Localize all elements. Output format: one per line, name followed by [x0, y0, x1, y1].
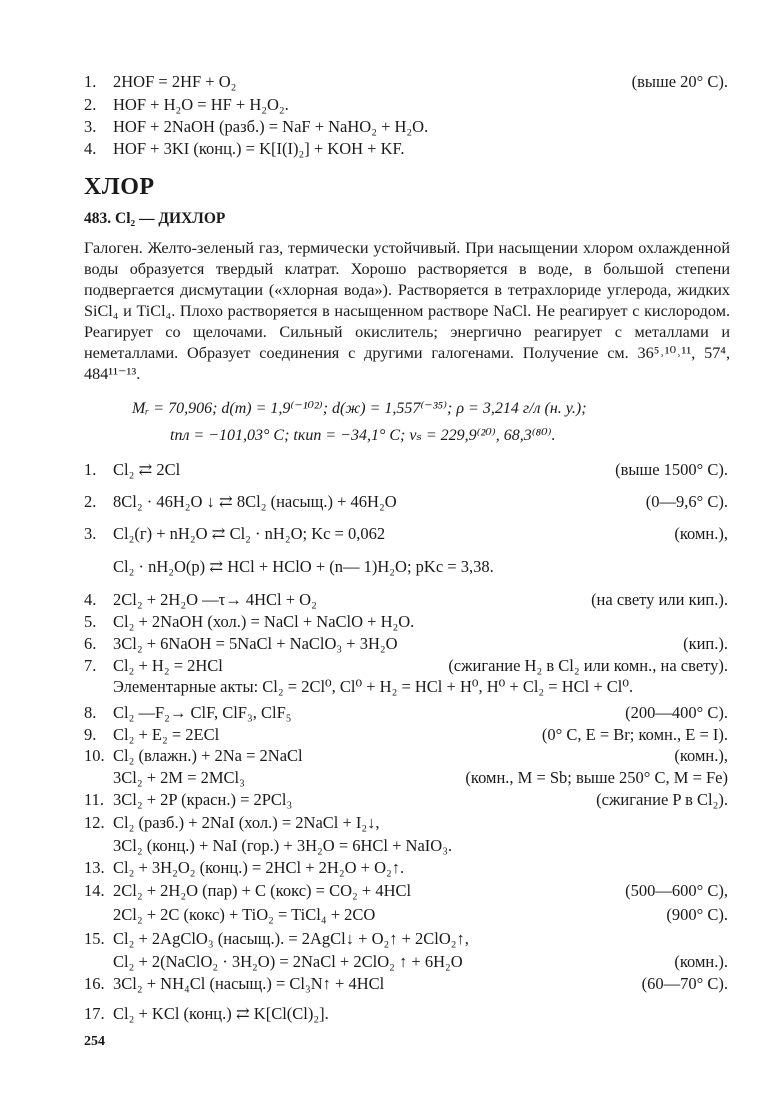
reaction-conditions: (900° С). — [666, 905, 728, 924]
reaction-conditions: (на свету или кип.). — [591, 590, 728, 609]
reaction-conditions: (200—400° С). — [625, 703, 728, 722]
reaction-number: 13. — [84, 858, 105, 877]
reaction-equation: Cl₂ + 2AgClO₃ (насыщ.). = 2AgCl↓ + O₂↑ + 2ClO₂↑, — [113, 929, 469, 948]
reaction-equation: Cl₂ (влажн.) + 2Na = 2NaCl — [113, 746, 303, 765]
reaction-conditions: (сжигание H₂ в Cl₂ или комн., на свету). — [448, 656, 728, 675]
reaction-number: 9. — [84, 725, 97, 744]
reaction-equation: Cl₂ (разб.) + 2NaI (хол.) = 2NaCl + I₂↓, — [113, 813, 380, 832]
page-number: 254 — [84, 1034, 105, 1049]
reaction-conditions: (60—70° С). — [641, 974, 728, 993]
reaction-number: 1. — [84, 460, 97, 479]
reaction-equation: Cl₂ · nH₂O(р) ⇄ HCl + HClO + (n— 1)H₂O; pKc = 3,38. — [113, 557, 494, 576]
description-paragraph: Галоген. Желто-зеленый газ, термически устойчивый. При насыщении хлором охлажденной воды образуется твердый клатрат. Хорошо растворяется в воде, в большой степени подвергается дисмутации («хлорная вода»). Растворяется в тетрахлориде углерода, жидких SiCl₄ и TiCl₄. Плохо растворяется в насыщенном растворе NaCl. Не реагирует с кислородом. Реагирует со щелочами. Сильный окислитель; энергично реагирует с металлами и неметаллами. Образует соединения с другими галогенами. Получение см. 36⁵˒¹⁰˒¹¹, 57⁴, 484¹¹⁻¹³. — [84, 239, 730, 383]
reaction-equation: 3Cl₂ + 6NaOH = 5NaCl + NaClO₃ + 3H₂O — [113, 634, 398, 653]
reaction-number: 12. — [84, 813, 105, 832]
reaction-conditions: (сжигание P в Cl₂). — [596, 790, 728, 809]
reaction-equation: 2Cl₂ + 2H₂O —τ→ 4HCl + O₂ — [113, 590, 317, 609]
reaction-equation: Cl₂ + H₂ = 2HCl — [113, 656, 223, 675]
reaction-conditions: (выше 1500° C). — [615, 460, 728, 479]
reaction-number: 3. — [84, 117, 97, 136]
reaction-conditions: (500—600° С), — [625, 881, 728, 900]
constants-line-1: Mᵣ = 70,906; d(т) = 1,9⁽⁻¹⁰²⁾; d(ж) = 1,557⁽⁻³⁵⁾; ρ = 3,214 г/л (н. у.); — [132, 400, 587, 417]
reaction-equation: Cl₂ + E₂ = 2ECl — [113, 725, 220, 744]
reaction-number: 10. — [84, 746, 105, 765]
reaction-equation: 8Cl₂ · 46H₂O ↓ ⇄ 8Cl₂ (насыщ.) + 46H₂O — [113, 492, 397, 511]
reaction-equation: Cl₂ + 2NaOH (хол.) = NaCl + NaClO + H₂O. — [113, 612, 415, 631]
reaction-equation: 3Cl₂ (конц.) + NaI (гор.) + 3H₂O = 6HCl + NaIO₃. — [113, 836, 453, 855]
reaction-conditions: (0—9,6° С). — [645, 492, 728, 511]
reaction-conditions: (0° С, E = Br; комн., E = I). — [541, 725, 728, 744]
reaction-number: 17. — [84, 1004, 105, 1023]
reaction-equation: HOF + 2NaOH (разб.) = NaF + NaHO₂ + H₂O. — [113, 117, 429, 136]
reaction-equation: 2Cl₂ + 2H₂O (пар) + C (кокс) = CO₂ + 4HCl — [113, 881, 412, 900]
reaction-equation: 3Cl₂ + 2P (красн.) = 2PCl₃ — [113, 790, 293, 809]
reaction-equation: Cl₂ + KCl (конц.) ⇄ K[Cl(Cl)₂]. — [113, 1004, 329, 1023]
reaction-conditions: (комн.), — [674, 524, 728, 543]
reaction-number: 1. — [84, 72, 97, 91]
section-title: ХЛОР — [84, 174, 155, 200]
compound-heading: 483. Cl₂ — ДИХЛОР — [84, 210, 226, 227]
reaction-number: 14. — [84, 881, 105, 900]
reaction-conditions: (комн.), — [674, 746, 728, 765]
reaction-equation: Cl₂ + 2(NaClO₂ · 3H₂O) = 2NaCl + 2ClO₂ ↑ + 6H₂O — [113, 952, 463, 971]
reaction-equation: Cl₂ —F₂→ ClF, ClF₃, ClF₅ — [113, 703, 292, 722]
reaction-number: 7. — [84, 656, 97, 675]
reaction-number: 2. — [84, 492, 97, 511]
reaction-equation: Cl₂ + 3H₂O₂ (конц.) = 2HCl + 2H₂O + O₂↑. — [113, 858, 405, 877]
reaction-conditions: (комн.). — [674, 952, 728, 971]
reaction-number: 3. — [84, 524, 97, 543]
reaction-equation: HOF + 3KI (конц.) = K[I(I)₂] + KOH + KF. — [113, 139, 405, 158]
reaction-equation: 3Cl₂ + 2M = 2MCl₃ — [113, 768, 245, 787]
reaction-number: 4. — [84, 590, 97, 609]
reaction-equation: 2Cl₂ + 2C (кокс) + TiO₂ = TiCl₄ + 2CO — [113, 905, 376, 924]
reaction-number: 11. — [84, 790, 105, 809]
reaction-equation: HOF + H₂O = HF + H₂O₂. — [113, 95, 289, 114]
reaction-conditions: (кип.). — [683, 634, 728, 653]
reaction-number: 15. — [84, 929, 105, 948]
reaction-equation: Cl₂(г) + nH₂O ⇄ Cl₂ · nH₂O; Kc = 0,062 — [113, 524, 386, 543]
reaction-equation: Элементарные акты: Cl₂ = 2Cl⁰, Cl⁰ + H₂ = HCl + H⁰, H⁰ + Cl₂ = HCl + Cl⁰. — [113, 677, 634, 696]
reaction-number: 4. — [84, 139, 97, 158]
reaction-conditions: (комн., M = Sb; выше 250° С, M = Fe) — [465, 768, 728, 787]
reaction-equation: Cl₂ ⇄ 2Cl — [113, 460, 181, 479]
constants-line-2: tпл = −101,03° C; tкип = −34,1° C; vₛ = 229,9⁽²⁰⁾, 68,3⁽⁸⁰⁾. — [170, 427, 556, 444]
reaction-equation: 2HOF = 2HF + O₂ — [113, 72, 237, 91]
reaction-number: 5. — [84, 612, 97, 631]
reaction-number: 2. — [84, 95, 97, 114]
reaction-number: 6. — [84, 634, 97, 653]
reaction-number: 16. — [84, 974, 105, 993]
reaction-conditions: (выше 20° С). — [631, 72, 728, 91]
reaction-number: 8. — [84, 703, 97, 722]
reaction-equation: 3Cl₂ + NH₄Cl (насыщ.) = Cl₃N↑ + 4HCl — [113, 974, 385, 993]
